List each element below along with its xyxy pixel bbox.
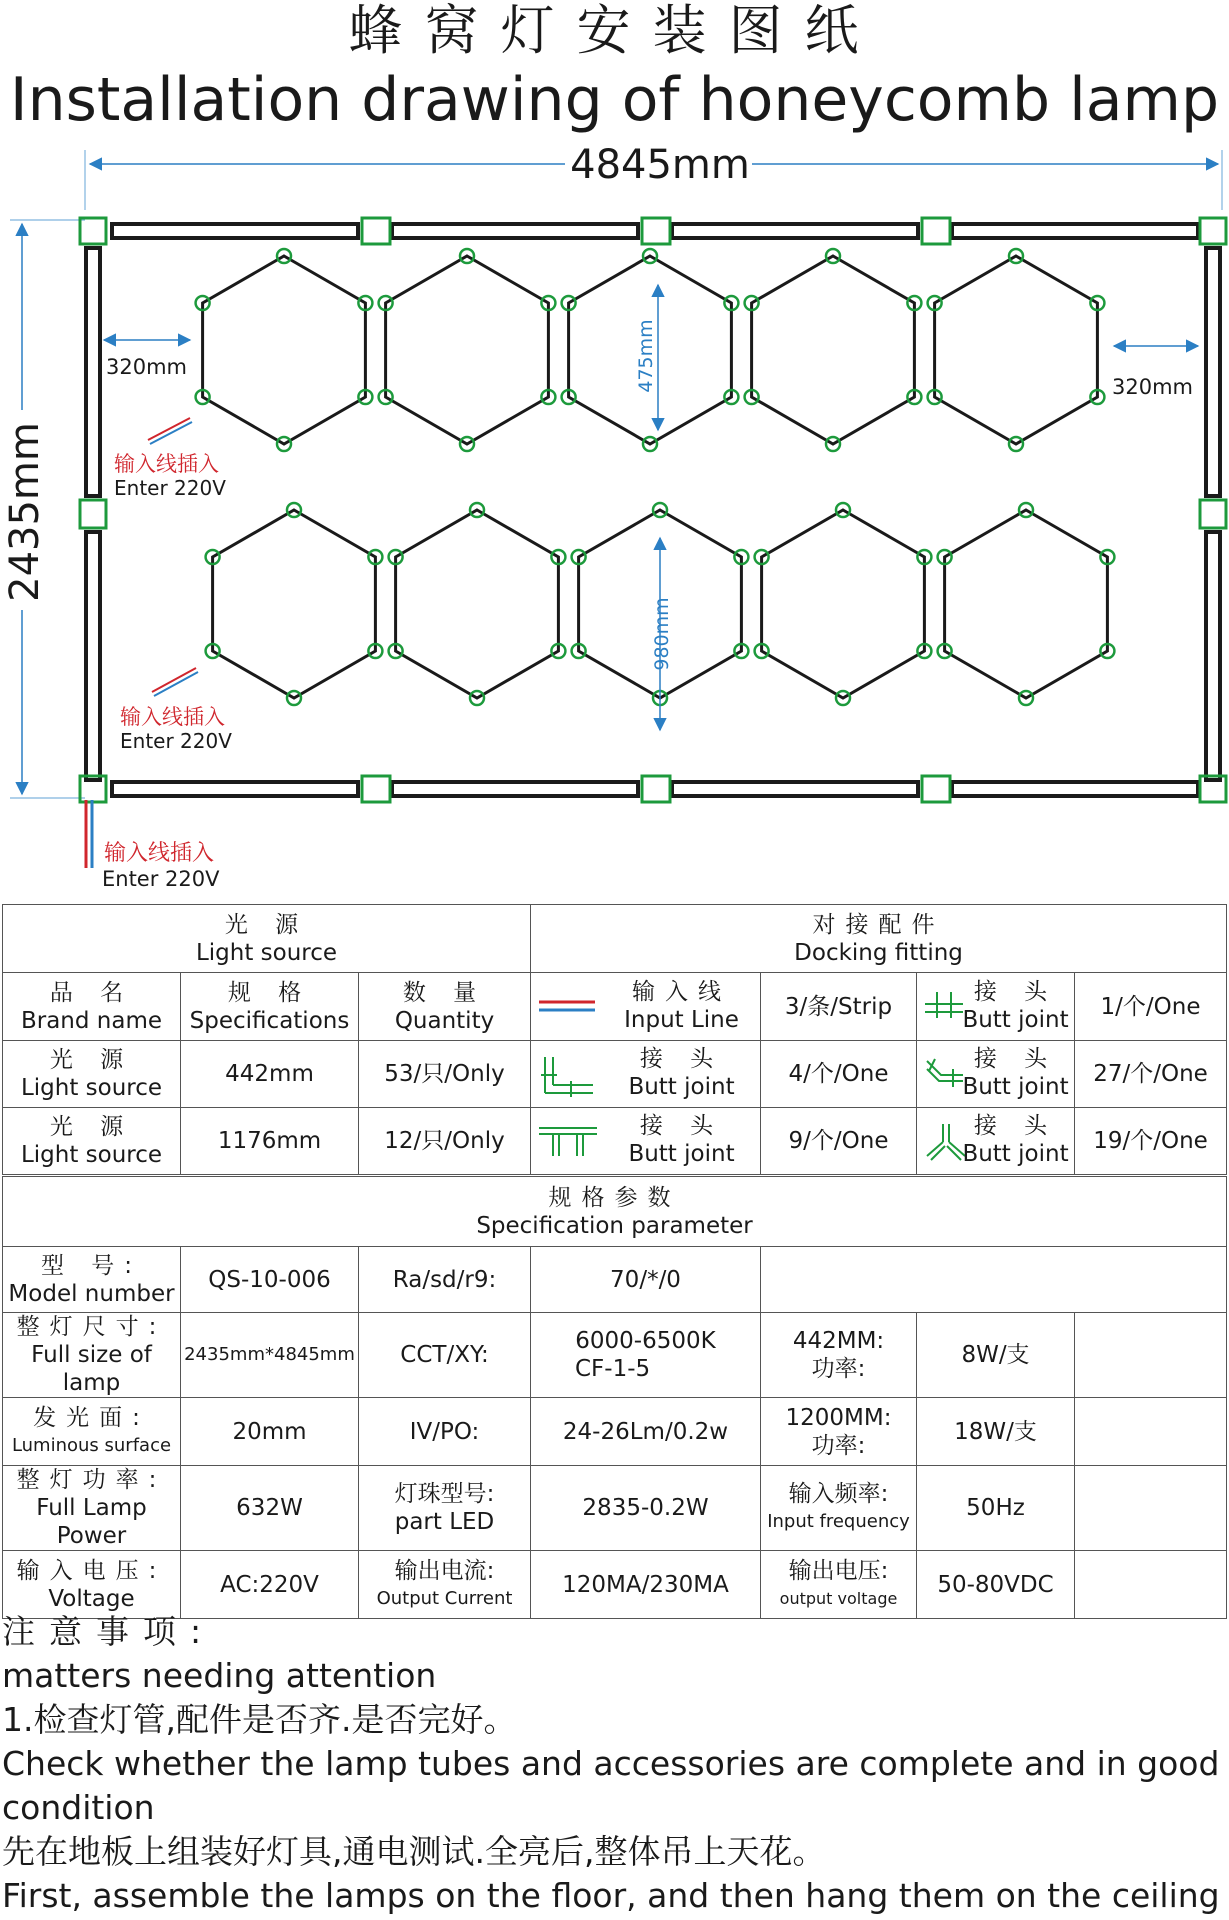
spec-model-label: 型 号: Model number [3, 1247, 181, 1313]
row-light-source-1-name: 光 源 Light source [3, 1041, 181, 1108]
hexagon-r1-4 [752, 256, 915, 444]
row-light-source-2-name: 光 源 Light source [3, 1108, 181, 1175]
hexagon-r2-1 [213, 510, 376, 698]
fitting-corner-joint: 接 头 Butt joint [531, 1041, 761, 1108]
t-joint-icon [537, 1120, 599, 1160]
notes-heading-en: matters needing attention [2, 1656, 437, 1695]
hexagon-r1-1 [203, 256, 366, 444]
hexagon-r1-5 [935, 256, 1098, 444]
spec-luminous-value: 20mm [181, 1398, 359, 1466]
frame-joint-1-1 [642, 776, 670, 802]
input-label-en-3: Enter 220V [102, 867, 220, 891]
spec-442-power-label: 442MM: 功率: [761, 1313, 917, 1398]
spec-empty-cell [761, 1247, 1227, 1313]
header-brand-name: 品 名 Brand name [3, 973, 181, 1041]
spec-model-value: QS-10-006 [181, 1247, 359, 1313]
height-label: 2435mm [2, 422, 48, 602]
fitting-y-joint-qty: 19/个/One [1075, 1108, 1227, 1175]
title-english: Installation drawing of honeycomb lamp [9, 65, 1220, 135]
note-2-en: First, assemble the lamps on the floor, and then hang them on the ceiling [2, 1876, 1220, 1915]
input-label-en-2: Enter 220V [120, 729, 232, 753]
note-1-en: Check whether the lamp tubes and accessories are complete and in good condition [2, 1744, 1220, 1827]
frame-joint-2-1 [922, 776, 950, 802]
notes-section [2, 1610, 1226, 1918]
spec-voltage-value: AC:220V [181, 1551, 359, 1619]
frame-tube-top-1 [112, 224, 358, 238]
spec-voltage-label: 输入电压: Voltage [3, 1551, 181, 1619]
spec-header: 规格参数 Specification parameter [3, 1177, 1227, 1247]
frame-tube-top-4 [952, 224, 1198, 238]
frame-joint-1-0 [642, 218, 670, 244]
spec-out-voltage-value: 50-80VDC [917, 1551, 1075, 1619]
spec-1200-power-label: 1200MM: 功率: [761, 1398, 917, 1466]
spec-cct-value: 6000-6500K CF-1-5 [531, 1313, 761, 1398]
input-label-cn-1: 输入线插入 [114, 452, 219, 476]
spec-empty-cell-5 [1075, 1551, 1227, 1619]
row-light-source-2-qty: 12/只/Only [359, 1108, 531, 1175]
spec-size-value: 2435mm*4845mm [181, 1313, 359, 1398]
frame-tube-bottom-2 [392, 782, 638, 796]
light-source-header: 光 源 Light source [3, 905, 531, 973]
hexagon-r2-4 [762, 510, 925, 698]
fitting-input-line-qty: 3/条/Strip [761, 973, 917, 1041]
spec-luminous-label: 发光面: Luminous surface [3, 1398, 181, 1466]
fitting-angle-joint-qty: 27/个/One [1075, 1041, 1227, 1108]
fitting-y-joint: 接 头 Butt joint [917, 1108, 1075, 1175]
installation-diagram [0, 140, 1229, 900]
spec-current-label: 输出电流: Output Current [359, 1551, 531, 1619]
input-line-icon [537, 986, 599, 1026]
fitting-corner-joint-qty: 4/个/One [761, 1041, 917, 1108]
input-wire-middle [152, 668, 198, 696]
frame-tube-bottom-1 [112, 782, 358, 796]
note-1-cn: 1.检查灯管,配件是否齐.是否完好。 [2, 1700, 517, 1739]
input-wire-bottom [86, 800, 92, 868]
spec-frequency-label: 输入频率: Input frequency [761, 1466, 917, 1551]
frame-tube-bottom-4 [952, 782, 1198, 796]
spec-led-label: 灯珠型号: part LED [359, 1466, 531, 1551]
corner-joint-2 [1200, 218, 1226, 244]
frame-joint-0-0 [362, 218, 390, 244]
spec-empty-cell-2 [1075, 1313, 1227, 1398]
hexagon-r2-5 [945, 510, 1108, 698]
spec-out-voltage-label: 输出电压: output voltage [761, 1551, 917, 1619]
side-joint-1 [80, 500, 106, 528]
spec-power-value: 632W [181, 1466, 359, 1551]
row-light-source-2-spec: 1176mm [181, 1108, 359, 1175]
input-label-cn-2: 输入线插入 [120, 705, 225, 729]
spec-frequency-value: 50Hz [917, 1466, 1075, 1551]
corner-joint-icon [537, 1053, 599, 1097]
header-specifications: 规 格 Specifications [181, 973, 359, 1041]
input-label-cn-3: 输入线插入 [104, 841, 215, 866]
parts-table [2, 904, 1227, 1175]
hex-height-label: 980mm [651, 597, 673, 671]
spec-empty-cell-4 [1075, 1466, 1227, 1551]
spec-current-value: 120MA/230MA [531, 1551, 761, 1619]
hexagon-r2-2 [396, 510, 559, 698]
fitting-angle-joint: 接 头 Butt joint [917, 1041, 1075, 1108]
fitting-t-joint: 接 头 Butt joint [531, 1108, 761, 1175]
spec-cct-label: CCT/XY: [359, 1313, 531, 1398]
fitting-straight-joint-qty: 1/个/One [1075, 973, 1227, 1041]
docking-fitting-header: 对接配件 Docking fitting [531, 905, 1227, 973]
row-light-source-1-qty: 53/只/Only [359, 1041, 531, 1108]
spec-1200-power-value: 18W/支 [917, 1398, 1075, 1466]
input-wire-top [148, 418, 192, 444]
frame-tube-top-2 [392, 224, 638, 238]
spec-power-label: 整灯功率: Full Lamp Power [3, 1466, 181, 1551]
spec-iv-label: IV/PO: [359, 1398, 531, 1466]
spec-size-label: 整灯尺寸: Full size of lamp [3, 1313, 181, 1398]
row-light-source-1-spec: 442mm [181, 1041, 359, 1108]
spec-table [2, 1176, 1227, 1619]
note-2-cn: 先在地板上组装好灯具,通电测试.全亮后,整体吊上天花。 [2, 1832, 826, 1871]
spec-empty-cell-3 [1075, 1398, 1227, 1466]
title-chinese: 蜂窝灯安装图纸 [348, 0, 881, 62]
header-quantity: 数 量 Quantity [359, 973, 531, 1041]
frame-tube-bottom-3 [672, 782, 918, 796]
side-joint-2 [1200, 500, 1226, 528]
spec-iv-value: 24-26Lm/0.2w [531, 1398, 761, 1466]
frame-tube-left-2 [86, 532, 100, 780]
margin-left-label: 320mm [106, 355, 187, 379]
spec-442-power-value: 8W/支 [917, 1313, 1075, 1398]
fitting-t-joint-qty: 9/个/One [761, 1108, 917, 1175]
fitting-input-line: 输入线 Input Line [531, 973, 761, 1041]
notes-heading-cn: 注意事项: [2, 1612, 216, 1651]
frame-joint-2-0 [922, 218, 950, 244]
spec-led-value: 2835-0.2W [531, 1466, 761, 1551]
margin-right-label: 320mm [1112, 375, 1193, 399]
corner-joint-1 [80, 218, 106, 244]
spec-ra-value: 70/*/0 [531, 1247, 761, 1313]
frame-tube-left-1 [86, 248, 100, 496]
hex-width-label: 475mm [635, 319, 657, 393]
input-label-en-1: Enter 220V [114, 476, 226, 500]
frame-joint-0-1 [362, 776, 390, 802]
frame-tube-top-3 [672, 224, 918, 238]
width-label: 4845mm [570, 142, 750, 188]
hexagon-r1-2 [386, 256, 549, 444]
fitting-straight-joint: 接 头 Butt joint [917, 973, 1075, 1041]
spec-ra-label: Ra/sd/r9: [359, 1247, 531, 1313]
frame-tube-right-1 [1206, 248, 1220, 496]
frame-tube-right-2 [1206, 532, 1220, 780]
